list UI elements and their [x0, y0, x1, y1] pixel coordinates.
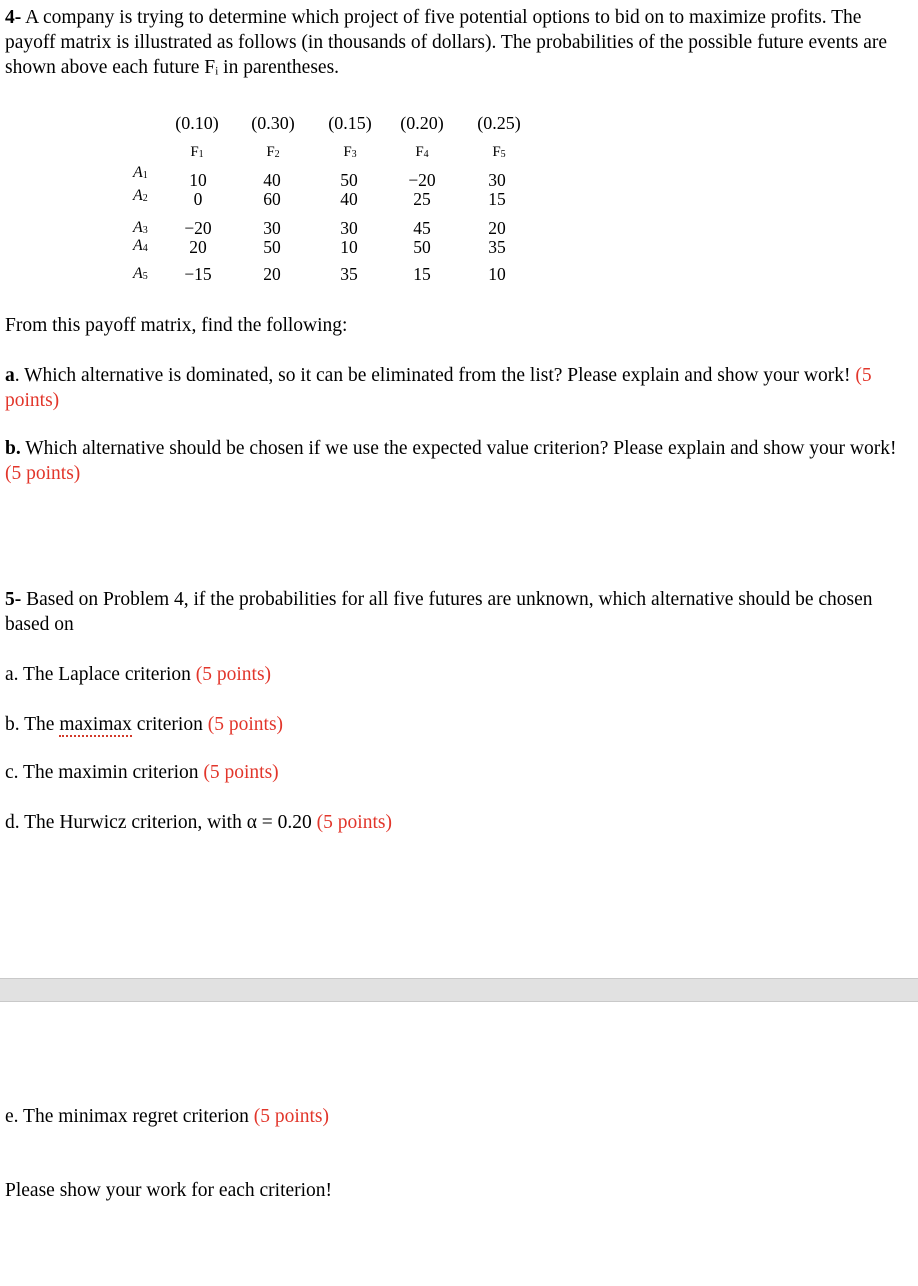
- future-f5: $F_5$: [492, 144, 506, 160]
- cell-a4-f3: 10: [340, 237, 358, 257]
- part-5b-points: (5 points): [207, 714, 284, 735]
- problem-5-number: 5-: [5, 589, 22, 610]
- problem-5-part-b: b. The maximax criterion (5 points): [5, 714, 284, 735]
- problem-5-part-c: c. The maximin criterion (5 points): [5, 762, 279, 783]
- cell-a4-f5: 35: [488, 237, 506, 257]
- cell-a2-f1: 0: [193, 189, 203, 209]
- problem-5-text: Based on Problem 4, if the probabilities for all five futures are unknown, which alternative should be chosen based on: [5, 589, 873, 635]
- cell-a4-f1: 20: [189, 237, 207, 257]
- row-label-a4: $A_4$: [133, 237, 148, 254]
- page-separator: [0, 978, 918, 1002]
- closing-instruction: Please show your work for each criterion!: [5, 1180, 333, 1201]
- problem-5-part-d: d. The Hurwicz criterion, with α = 0.20 (5 points): [5, 812, 392, 833]
- payoff-matrix: [0, 0, 918, 300]
- cell-a5-f1: −15: [184, 264, 212, 284]
- part-5a-points: (5 points): [195, 664, 272, 685]
- probability-f5: (0.25): [477, 113, 521, 133]
- row-label-a5: $A_5$: [133, 265, 148, 282]
- part-a-points: (5 points): [5, 365, 872, 411]
- cell-a5-f5: 10: [488, 264, 506, 284]
- cell-a2-f5: 15: [488, 189, 506, 209]
- probability-f1: (0.10): [175, 113, 219, 133]
- cell-a2-f3: 40: [340, 189, 358, 209]
- problem-5-intro: [5, 587, 910, 637]
- future-f3: $F_3$: [343, 144, 357, 160]
- probability-f2: (0.30): [251, 113, 295, 133]
- cell-a1-f5: 30: [488, 170, 506, 190]
- future-f2: $F_2$: [266, 144, 280, 160]
- row-label-a3: $A_3$: [133, 219, 148, 236]
- problem-5-part-e: e. The minimax regret criterion (5 points): [5, 1106, 330, 1127]
- problem-4-part-a: [5, 363, 905, 413]
- part-5c-points: (5 points): [203, 762, 279, 783]
- cell-a1-f4: −20: [408, 170, 436, 190]
- part-a-label: a: [5, 365, 15, 386]
- row-label-a1: $A_1$: [133, 164, 148, 181]
- cell-a2-f2: 60: [263, 189, 281, 209]
- cell-a5-f2: 20: [263, 264, 281, 284]
- cell-a3-f2: 30: [263, 218, 281, 238]
- problem-4-lead: From this payoff matrix, find the following:: [5, 315, 348, 336]
- part-b-text: Which alternative should be chosen if we use the expected value criterion? Please explain and show your work!: [20, 438, 897, 459]
- cell-a1-f3: 50: [340, 170, 358, 190]
- cell-a4-f2: 50: [263, 237, 281, 257]
- part-b-points: (5 points): [5, 463, 81, 484]
- cell-a3-f4: 45: [413, 218, 431, 238]
- cell-a2-f4: 25: [413, 189, 431, 209]
- spellcheck-word: maximax: [59, 714, 132, 735]
- future-f1: $F_1$: [190, 144, 204, 160]
- cell-a3-f5: 20: [488, 218, 506, 238]
- cell-a5-f4: 15: [413, 264, 431, 284]
- problem-4-text: A company is trying to determine which project of five potential options to bid on to maximize profits. The payoff matrix is illustrated as follows (in thousands of dollars). The probabilities of the possible future events are shown above each future Fᵢ in parentheses.: [5, 7, 888, 78]
- cell-a3-f3: 30: [340, 218, 358, 238]
- part-5d-points: (5 points): [316, 812, 392, 833]
- cell-a1-f1: 10: [189, 170, 207, 190]
- probability-f4: (0.20): [400, 113, 444, 133]
- row-label-a2: $A_2$: [133, 187, 148, 204]
- future-f4: $F_4$: [415, 144, 429, 160]
- cell-a5-f3: 35: [340, 264, 358, 284]
- part-a-text: . Which alternative is dominated, so it can be eliminated from the list? Please explain and show your work!: [14, 365, 851, 386]
- part-5e-points: (5 points): [253, 1106, 330, 1127]
- probability-f3: (0.15): [328, 113, 372, 133]
- problem-5-part-a: a. The Laplace criterion (5 points): [5, 664, 272, 685]
- cell-a1-f2: 40: [263, 170, 281, 190]
- cell-a3-f1: −20: [184, 218, 212, 238]
- problem-4-number: 4-: [5, 7, 22, 28]
- cell-a4-f4: 50: [413, 237, 431, 257]
- part-b-label: b.: [5, 438, 21, 459]
- problem-4-part-b: [5, 436, 905, 486]
